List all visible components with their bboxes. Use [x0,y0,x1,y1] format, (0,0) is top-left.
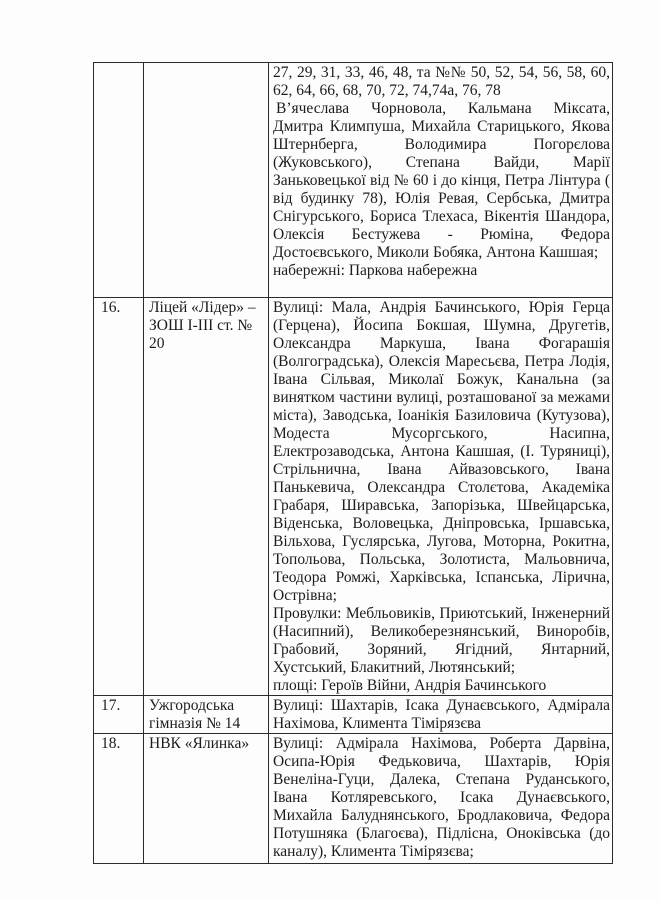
streets-cell [269,734,613,864]
squares-paragraph: площі: Героїв Війни, Андрія Бачинського [273,677,547,694]
table-row-continuation [94,63,613,298]
lanes-paragraph: Провулки: Мебльовиків, Приютський, Інженерний (Насипний), Великоберезнянський, Виноробів, Грабовий, Зоряний, Ягідний, Янтарний, Хустський, Блакитний, Лютянський; [273,605,610,676]
streets-paragraph: 27, 29, 31, 33, 46, 48, та №№ 50, 52, 54, 56, 58, 60, 62, 64, 66, 68, 70, 72, 74,74а, 76, 78 [273,64,610,99]
streets-cell [269,63,613,298]
row-number-cell: 16. [94,298,144,696]
streets-paragraph: В’ячеслава Чорновола, Кальмана Міксата, Дмитра Климпуша, Михайла Старицького, Якова Штернберга, Володимира Погорєлова (Жуковського), Степана Вайди, Марії Заньковецької від № 60 і до кінця, Петра Лінтура ( від будинку 78), Юлія Ревая, Сербська, Дмитра Снігурського, Бориса Тлехаса, Вікентія Шандора, Олексія Бестужева - Рюміна, Федора Достоєвського, Миколи Бобяка, Антона Кашшая; [273,100,610,261]
table-row-17 [94,696,613,734]
row-number-cell: 18. [94,734,144,864]
streets-paragraph: Вулиці: Адмірала Нахімова, Роберта Дарвіна, Осипа-Юрія Федьковича, Шахтарів, Юрія Венеліна-Гуци, Далека, Степана Руданського, Івана Котляревського, Ісака Дунаєвського, Михайла Балуднянського, Бродлаковича, Федора Потушняка (Благоєва), Підлісна, Оноківська (до каналу), Климента Тімірязєва; [273,735,610,860]
row-number-cell: 17. [94,696,144,734]
table-row-18 [94,734,613,864]
school-name-cell: НВК «Ялинка» [144,734,269,864]
school-name-cell: Ужгородська гімназія № 14 [144,696,269,734]
school-name-cell [144,63,269,298]
school-name-cell: Ліцей «Лідер» – ЗОШ І-ІІІ ст. № 20 [144,298,269,696]
streets-paragraph: Вулиці: Шахтарів, Ісака Дунаєвського, Адмірала Нахімова, Климента Тімірязєва [273,697,610,732]
streets-paragraph: Вулиці: Мала, Андрія Бачинського, Юрія Герца (Герцена), Йосипа Бокшая, Шумна, Другетів, Олександра Маркуша, Івана Фогарашія (Волгоградська), Олексія Маресьєва, Петра Лодія, Івана Сільвая, Миколаї Божук, Канальна (за винятком частини вулиці, розташованої за межами міста), Заводська, Іоанікія Базиловича (Кутузова), Модеста Мусоргського, Насипна, Електрозаводська, Антона Кашшая, (І. Туряниці), Стрільнична, Івана Айвазовського, Івана Панькевича, Олександра Столєтова, Академіка Грабаря, Ширавська, Запорізька, Швейцарська, Віденська, Воловецька, Дніпровська, Іршавська, Вільхова, Гуслярська, Лугова, Моторна, Рокитна, Топольова, Польська, Золотиста, Мальовнича, Теодора Ромжі, Харківська, Іспанська, Лірична, Острівна; [273,299,610,604]
streets-cell [269,298,613,696]
school-districts-table [93,62,613,864]
table-row-16 [94,298,613,696]
embankments-paragraph: набережні: Паркова набережна [273,262,478,279]
streets-cell [269,696,613,734]
row-number-cell [94,63,144,298]
